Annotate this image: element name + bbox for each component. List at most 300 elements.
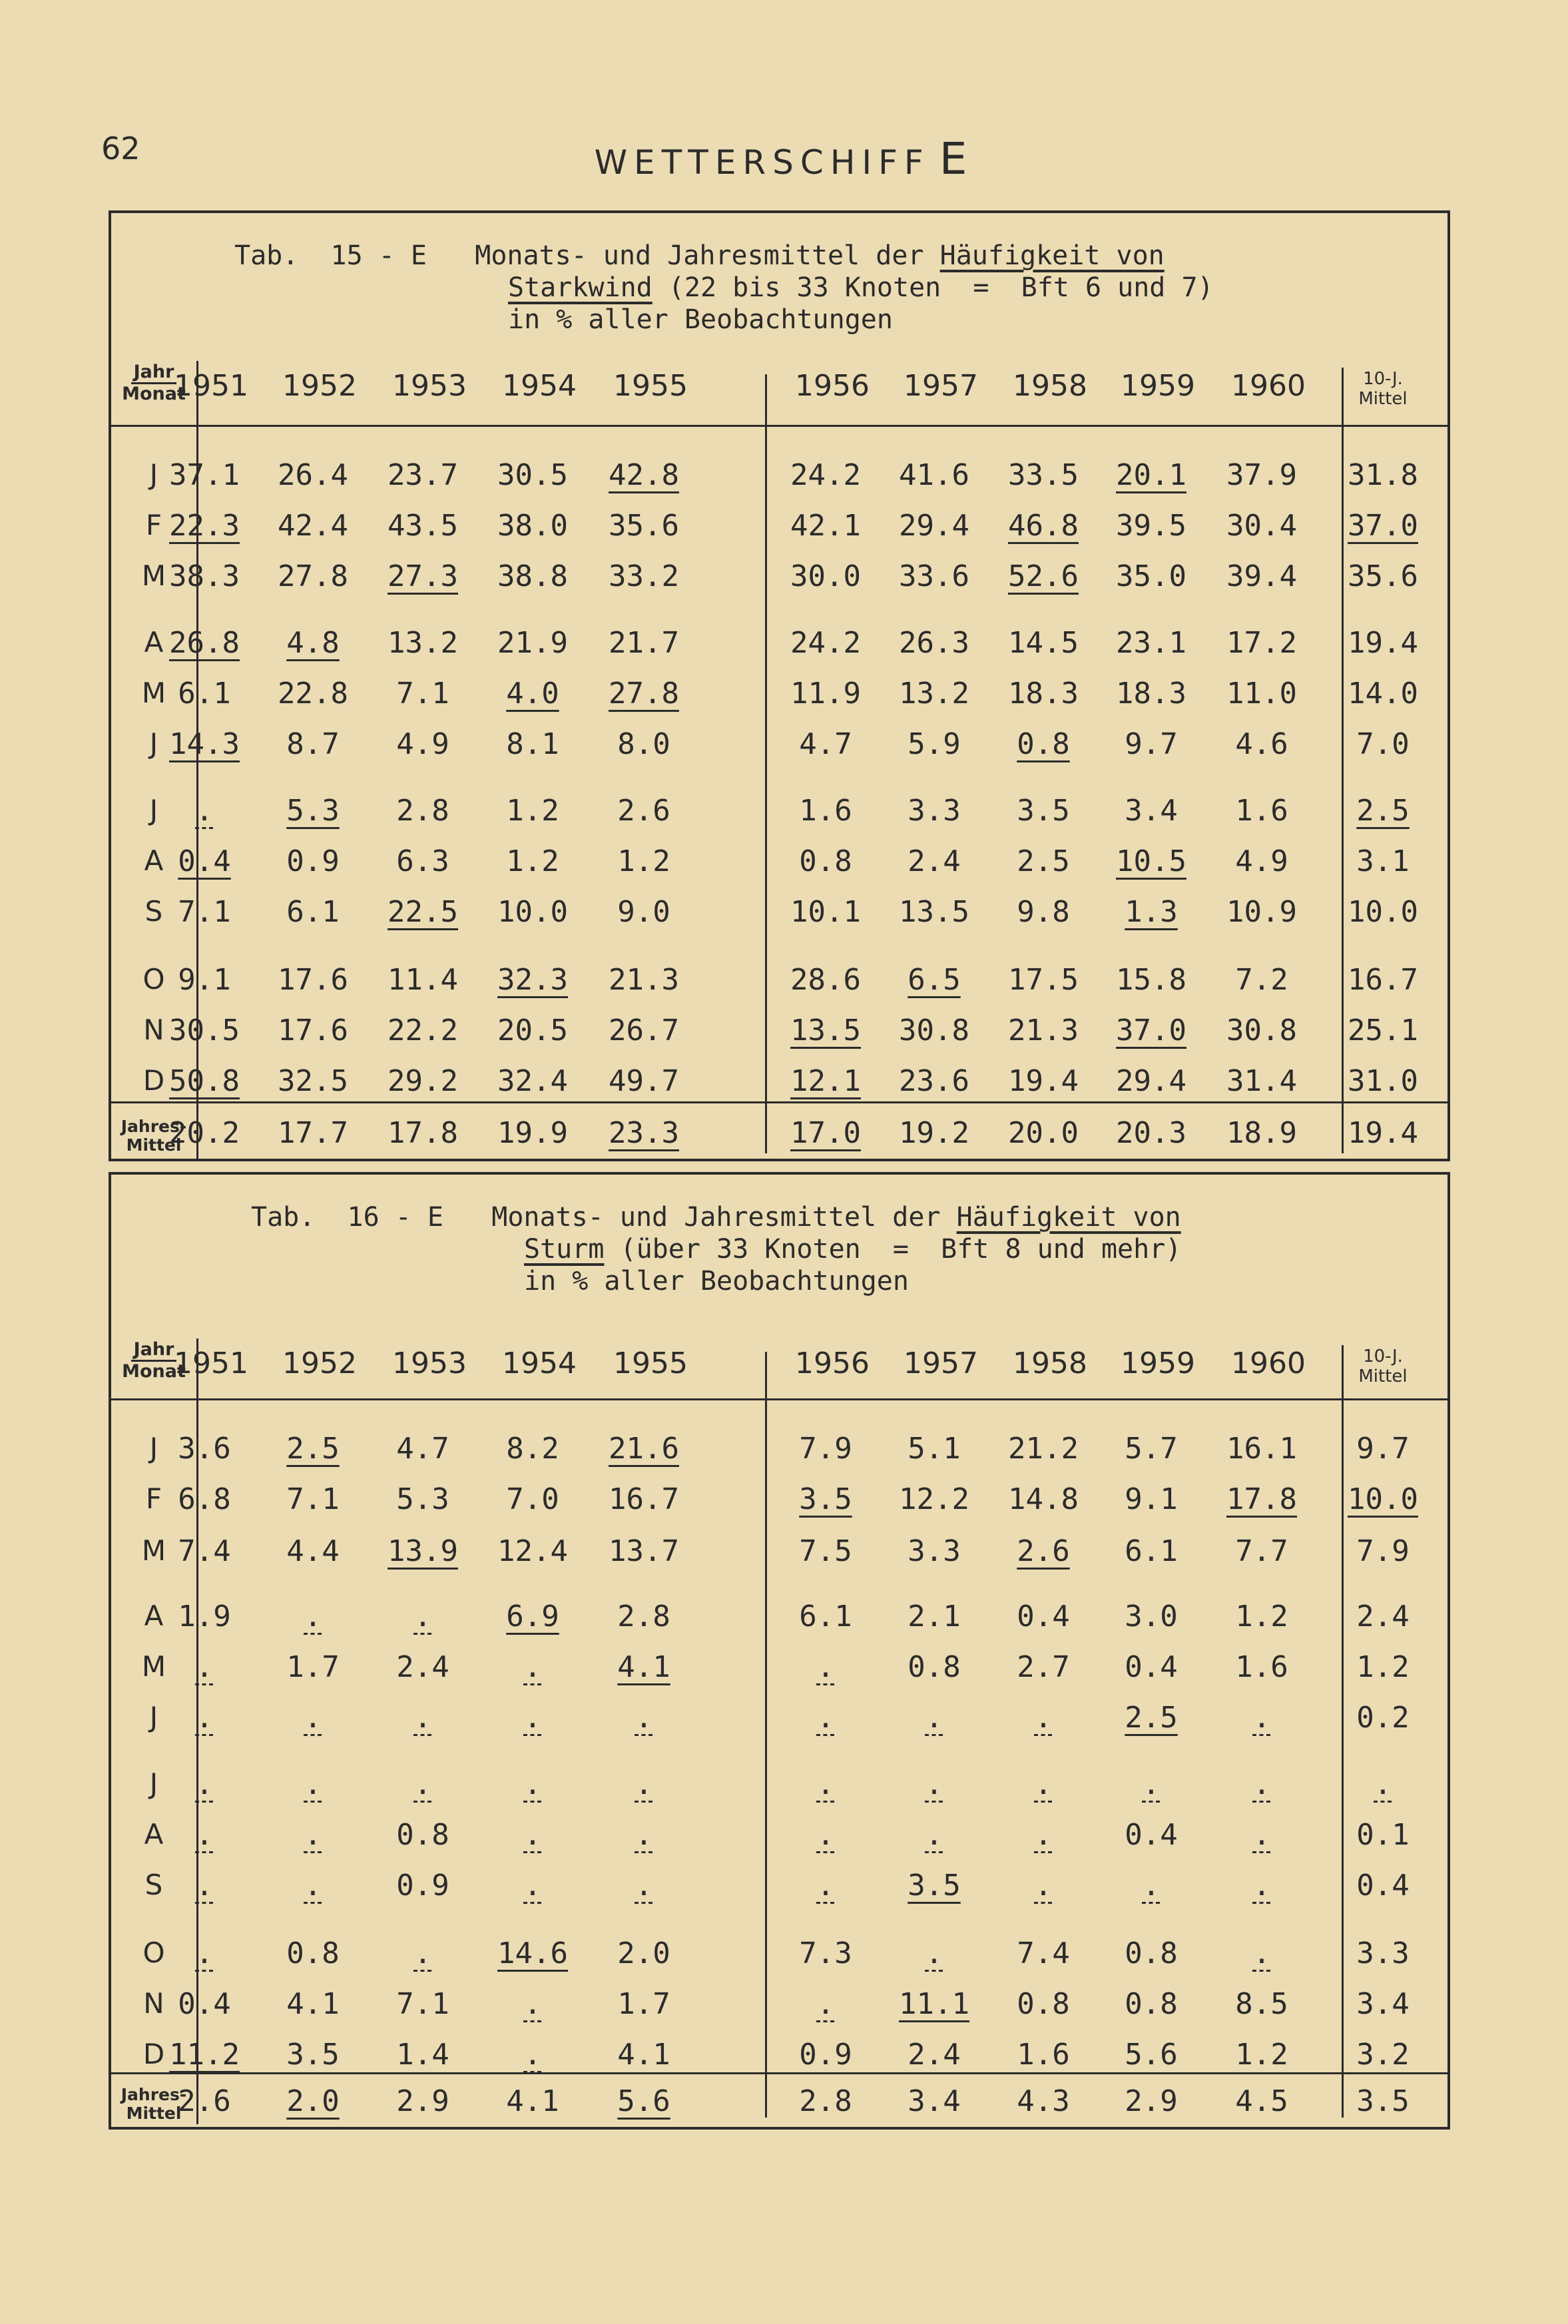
year-header: 1951	[174, 369, 248, 403]
table-cell: 1.7	[286, 1650, 340, 1684]
year-header: 1952	[282, 369, 357, 403]
annual-cell: 4.3	[1017, 2084, 1070, 2118]
corner-jahr: Jahr	[131, 1340, 177, 1362]
table-cell: 3.1	[1356, 844, 1410, 878]
table-cell: 9.1	[1125, 1482, 1178, 1516]
table-cell: 3.2	[1356, 2038, 1410, 2072]
table-cell: 6.1	[799, 1599, 852, 1633]
table-cell: 0.4	[1017, 1599, 1070, 1633]
table-cell: 13.9	[388, 1534, 458, 1568]
annual-cell: 17.0	[790, 1116, 861, 1150]
table-cell: 0.2	[1356, 1701, 1410, 1735]
table-cell: 3.0	[1125, 1599, 1178, 1633]
month-label: A	[144, 1818, 164, 1851]
table-cell: 1.9	[178, 1599, 231, 1633]
annual-rule	[111, 1101, 1447, 1103]
month-label: M	[141, 1650, 166, 1683]
table-16	[109, 1172, 1450, 2130]
month-label: M	[141, 677, 166, 709]
table-cell: .	[413, 1701, 432, 1735]
table-cell: 9.0	[617, 895, 670, 929]
month-label: N	[143, 1987, 164, 2020]
table-cell: .	[816, 1650, 835, 1684]
table-cell: 41.6	[899, 458, 969, 492]
table-cell: .	[1034, 1818, 1053, 1852]
table-cell: 7.1	[396, 677, 449, 711]
page-header	[0, 133, 1568, 184]
header-rule	[111, 425, 1447, 427]
table-cell: 4.7	[799, 727, 852, 761]
table-cell: 10.9	[1226, 895, 1297, 929]
table-cell: .	[925, 1767, 943, 1801]
table-cell: 0.8	[908, 1650, 961, 1684]
table-cell: .	[1374, 1767, 1392, 1801]
table-cell: 4.8	[286, 626, 340, 660]
table-cell: 39.4	[1226, 559, 1297, 593]
table-cell: 8.7	[286, 727, 340, 761]
table-cell: 42.8	[609, 458, 679, 492]
table-cell: 50.8	[169, 1064, 240, 1098]
year-header: 1955	[613, 369, 688, 403]
table-cell: 8.2	[506, 1432, 559, 1466]
table-cell: 8.5	[1235, 1987, 1288, 2021]
month-label: F	[145, 509, 162, 541]
table-cell: 2.0	[617, 1936, 670, 1970]
table-cell: 17.2	[1226, 626, 1297, 660]
table-cell: .	[304, 1701, 322, 1735]
table-cell: 33.5	[1008, 458, 1079, 492]
mean-header-line-2: Mittel	[1358, 389, 1408, 409]
table-cell: 7.9	[799, 1432, 852, 1466]
table-cell: 32.5	[278, 1064, 348, 1098]
year-header: 1957	[904, 1346, 978, 1380]
table-cell: .	[816, 1818, 835, 1852]
table-cell: 4.1	[617, 1650, 670, 1684]
table-cell: 26.4	[278, 458, 348, 492]
caption-line-3: in % aller Beobachtungen	[508, 304, 893, 335]
table-cell: 22.2	[388, 1014, 458, 1047]
table-cell: 10.5	[1116, 844, 1186, 878]
annual-cell: 17.7	[278, 1116, 348, 1150]
month-label: D	[142, 2038, 165, 2070]
table-cell: 2.7	[1017, 1650, 1070, 1684]
table-cell: .	[523, 1767, 542, 1801]
table-cell: .	[195, 1767, 214, 1801]
table-cell: 33.2	[609, 559, 679, 593]
table-cell: 2.8	[396, 794, 449, 828]
annual-cell: 19.4	[1348, 1116, 1418, 1150]
table-cell: 11.0	[1226, 677, 1297, 711]
table-cell: .	[635, 1701, 653, 1735]
table-cell: 30.5	[169, 1014, 240, 1047]
table-cell: 19.4	[1348, 626, 1418, 660]
table-cell: 0.1	[1356, 1818, 1410, 1852]
corner-monat: Monat	[122, 1361, 186, 1382]
table-cell: 2.6	[617, 794, 670, 828]
month-label: A	[144, 626, 164, 659]
caption-knots: (22 bis 33 Knoten = Bft 6 und 7)	[652, 272, 1214, 303]
month-label: J	[149, 794, 158, 826]
table-cell: 3.6	[178, 1432, 231, 1466]
corner-jahr: Jahr	[131, 362, 177, 384]
table-cell: 3.5	[799, 1482, 852, 1516]
table-cell: 4.0	[506, 677, 559, 711]
month-label: A	[144, 1599, 164, 1632]
caption-line-2	[524, 1233, 1181, 1265]
table-cell: 35.0	[1116, 559, 1186, 593]
table-cell: .	[195, 1818, 214, 1852]
table-cell: 3.5	[908, 1869, 961, 1902]
table-cell: 38.3	[169, 559, 240, 593]
table-cell: 7.2	[1235, 963, 1288, 997]
table-cell: 1.6	[1017, 2038, 1070, 2072]
table-cell: 29.4	[1116, 1064, 1186, 1098]
table-cell: 22.5	[388, 895, 458, 929]
caption-underlined: Häufigkeit von	[956, 1202, 1181, 1233]
table-cell: .	[1252, 1767, 1271, 1801]
annual-label-2: Mittel	[126, 1135, 182, 1155]
table-cell: 7.4	[1017, 1936, 1070, 1970]
table-cell: 4.1	[617, 2038, 670, 2072]
table-cell: 13.5	[899, 895, 969, 929]
annual-cell: 2.9	[1125, 2084, 1178, 2118]
table-cell: 49.7	[609, 1064, 679, 1098]
table-cell: 1.4	[396, 2038, 449, 2072]
month-label: S	[144, 895, 163, 928]
table-cell: 6.8	[178, 1482, 231, 1516]
table-cell: 29.4	[899, 509, 969, 543]
table-cell: 33.6	[899, 559, 969, 593]
table-cell: .	[304, 1818, 322, 1852]
annual-cell: 19.9	[497, 1116, 568, 1150]
table-cell: 12.1	[790, 1064, 861, 1098]
annual-cell: 3.5	[1356, 2084, 1410, 2118]
table-cell: 13.2	[899, 677, 969, 711]
table-cell: 6.1	[178, 677, 231, 711]
table-cell: .	[1034, 1767, 1053, 1801]
table-cell: 13.7	[609, 1534, 679, 1568]
table-cell: 14.5	[1008, 626, 1079, 660]
table-cell: 4.9	[1235, 844, 1288, 878]
table-cell: 8.0	[617, 727, 670, 761]
table-cell: 10.0	[497, 895, 568, 929]
caption-underlined: Häufigkeit von	[939, 240, 1165, 271]
table-cell: 1.7	[617, 1987, 670, 2021]
table-cell: 37.1	[169, 458, 240, 492]
table-cell: 11.4	[388, 963, 458, 997]
table-cell: .	[413, 1936, 432, 1970]
caption-line-2	[508, 272, 1214, 304]
year-header: 1955	[613, 1346, 688, 1380]
annual-cell: 17.8	[388, 1116, 458, 1150]
table-cell: 1.2	[1356, 1650, 1410, 1684]
table-cell: 7.5	[799, 1534, 852, 1568]
table-cell: 1.2	[1235, 2038, 1288, 2072]
table-cell: 18.3	[1008, 677, 1079, 711]
table-cell: 2.4	[396, 1650, 449, 1684]
table-cell: 17.6	[278, 963, 348, 997]
month-label: J	[149, 1701, 158, 1733]
table-cell: 2.5	[1125, 1701, 1178, 1735]
table-cell: 9.8	[1017, 895, 1070, 929]
table-cell: 46.8	[1008, 509, 1079, 543]
caption-title: Tab. 15 - E Monats- und Jahresmittel der	[234, 240, 940, 271]
table-cell: 32.3	[497, 963, 568, 997]
table-cell: 0.9	[799, 2038, 852, 2072]
table-cell: 35.6	[609, 509, 679, 543]
table-cell: 32.4	[497, 1064, 568, 1098]
mean-header-line-1: 10-J.	[1363, 1346, 1403, 1366]
table-cell: 8.1	[506, 727, 559, 761]
table-cell: 42.4	[278, 509, 348, 543]
table-cell: 2.5	[286, 1432, 340, 1466]
caption-line-1	[251, 1201, 1181, 1233]
table-cell: 37.0	[1348, 509, 1418, 543]
table-cell: 0.8	[1017, 727, 1070, 761]
annual-cell: 18.9	[1226, 1116, 1297, 1150]
annual-cell: 2.9	[396, 2084, 449, 2118]
table-cell: 30.0	[790, 559, 861, 593]
table-cell: 7.7	[1235, 1534, 1288, 1568]
table-cell: 1.6	[1235, 794, 1288, 828]
table-cell: 4.6	[1235, 727, 1288, 761]
table-cell: .	[925, 1818, 943, 1852]
table-cell: 3.3	[908, 1534, 961, 1568]
table-cell: 1.6	[1235, 1650, 1288, 1684]
table-cell: 4.4	[286, 1534, 340, 1568]
table-cell: 14.0	[1348, 677, 1418, 711]
table-cell: 43.5	[388, 509, 458, 543]
table-cell: 14.3	[169, 727, 240, 761]
table-cell: 5.3	[286, 794, 340, 828]
table-cell: 21.9	[497, 626, 568, 660]
year-header: 1958	[1013, 369, 1087, 403]
table-cell: 11.9	[790, 677, 861, 711]
annual-cell: 4.5	[1235, 2084, 1288, 2118]
table-cell: 7.1	[286, 1482, 340, 1516]
table-cell: 20.1	[1116, 458, 1186, 492]
table-cell: 1.6	[799, 794, 852, 828]
mean-header-line-1: 10-J.	[1363, 369, 1403, 389]
table-cell: 14.8	[1008, 1482, 1079, 1516]
table-cell: 5.3	[396, 1482, 449, 1516]
annual-cell: 20.0	[1008, 1116, 1079, 1150]
month-label: J	[149, 1767, 158, 1800]
table-cell: .	[195, 1936, 214, 1970]
table-cell: .	[523, 1987, 542, 2021]
table-cell: .	[304, 1767, 322, 1801]
year-header: 1957	[904, 369, 978, 403]
table-cell: 21.2	[1008, 1432, 1079, 1466]
header-letter: E	[939, 133, 974, 184]
table-cell: .	[1252, 1818, 1271, 1852]
annual-cell: 3.4	[908, 2084, 961, 2118]
mean-header-line-2: Mittel	[1358, 1366, 1408, 1386]
table-cell: 2.4	[1356, 1599, 1410, 1633]
ten-year-mean-header	[1333, 1346, 1433, 1386]
table-cell: .	[1034, 1869, 1053, 1902]
table-cell: 35.6	[1348, 559, 1418, 593]
table-cell: 7.0	[1356, 727, 1410, 761]
year-header: 1953	[392, 1346, 467, 1380]
table-cell: .	[1142, 1869, 1161, 1902]
table-cell: 39.5	[1116, 509, 1186, 543]
table-cell: 0.9	[396, 1869, 449, 1902]
table-cell: .	[925, 1936, 943, 1970]
table-cell: .	[635, 1818, 653, 1852]
table-cell: .	[816, 1869, 835, 1902]
table-cell: 6.9	[506, 1599, 559, 1633]
caption-knots: (über 33 Knoten = Bft 8 und mehr)	[604, 1234, 1182, 1265]
table-cell: 17.8	[1226, 1482, 1297, 1516]
table-cell: 17.6	[278, 1014, 348, 1047]
table-cell: 0.8	[799, 844, 852, 878]
table-cell: 0.4	[178, 844, 231, 878]
table-cell: .	[523, 1701, 542, 1735]
annual-cell: 2.0	[286, 2084, 340, 2118]
table-cell: 2.1	[908, 1599, 961, 1633]
table-cell: 9.1	[178, 963, 231, 997]
table-cell: .	[1142, 1767, 1161, 1801]
table-cell: 18.3	[1116, 677, 1186, 711]
table-cell: 0.8	[396, 1818, 449, 1852]
table-cell: 11.2	[169, 2038, 240, 2072]
table-cell: 7.3	[799, 1936, 852, 1970]
half-decade-divider	[765, 374, 767, 1153]
ten-year-mean-header	[1333, 369, 1433, 409]
table-cell: .	[635, 1767, 653, 1801]
table-cell: .	[413, 1599, 432, 1633]
month-label: D	[142, 1064, 165, 1097]
table-cell: 0.9	[286, 844, 340, 878]
table-cell: .	[304, 1869, 322, 1902]
annual-cell: 19.2	[899, 1116, 969, 1150]
corner-monat: Monat	[122, 384, 186, 404]
annual-cell: 20.2	[169, 1116, 240, 1150]
table-cell: 30.8	[1226, 1014, 1297, 1047]
year-header: 1952	[282, 1346, 357, 1380]
table-cell: 37.0	[1116, 1014, 1186, 1047]
year-header: 1959	[1121, 1346, 1195, 1380]
header-rule	[111, 1398, 1447, 1400]
table-cell: .	[195, 794, 214, 828]
table-cell: 27.8	[609, 677, 679, 711]
table-cell: .	[925, 1701, 943, 1735]
year-header: 1954	[502, 1346, 577, 1380]
year-header: 1953	[392, 369, 467, 403]
table-cell: 24.2	[790, 626, 861, 660]
table-cell: 21.3	[1008, 1014, 1079, 1047]
table-cell: 7.1	[178, 895, 231, 929]
month-label: A	[144, 844, 164, 877]
table-cell: 3.3	[1356, 1936, 1410, 1970]
year-header: 1956	[795, 369, 870, 403]
table-cell: .	[1252, 1936, 1271, 1970]
header-title: WETTERSCHIFF	[594, 143, 930, 182]
table-cell: 5.9	[908, 727, 961, 761]
table-cell: 1.2	[506, 794, 559, 828]
year-header: 1958	[1013, 1346, 1087, 1380]
table-cell: 42.1	[790, 509, 861, 543]
table-cell: 2.4	[908, 2038, 961, 2072]
table-cell: 24.2	[790, 458, 861, 492]
table-cell: 3.4	[1356, 1987, 1410, 2021]
table-cell: .	[413, 1767, 432, 1801]
table-cell: 23.7	[388, 458, 458, 492]
table-cell: 0.4	[1356, 1869, 1410, 1902]
table-cell: 2.5	[1356, 794, 1410, 828]
table-cell: 3.4	[1125, 794, 1178, 828]
table-cell: .	[1034, 1701, 1053, 1735]
table-cell: 3.3	[908, 794, 961, 828]
table-cell: 10.0	[1348, 1482, 1418, 1516]
table-cell: .	[523, 2038, 542, 2072]
caption-wind-class: Starkwind	[508, 272, 653, 303]
table-cell: 22.8	[278, 677, 348, 711]
annual-cell: 20.3	[1116, 1116, 1186, 1150]
table-cell: 0.4	[1125, 1650, 1178, 1684]
table-cell: .	[195, 1869, 214, 1902]
table-cell: 22.3	[169, 509, 240, 543]
year-header: 1954	[502, 369, 577, 403]
month-label: S	[144, 1869, 163, 1901]
table-cell: 16.1	[1226, 1432, 1297, 1466]
table-cell: 0.8	[286, 1936, 340, 1970]
table-cell: 4.7	[396, 1432, 449, 1466]
table-cell: .	[1252, 1869, 1271, 1902]
table-cell: 19.4	[1008, 1064, 1079, 1098]
month-label: O	[142, 1936, 165, 1969]
table-cell: 13.2	[388, 626, 458, 660]
annual-label-2: Mittel	[126, 2104, 182, 2123]
table-cell: 26.7	[609, 1014, 679, 1047]
table-cell: 7.4	[178, 1534, 231, 1568]
annual-cell: 4.1	[506, 2084, 559, 2118]
table-cell: 11.1	[899, 1987, 969, 2021]
half-decade-divider	[765, 1352, 767, 2118]
table-15	[109, 210, 1450, 1161]
month-label: N	[143, 1014, 164, 1046]
table-cell: 16.7	[609, 1482, 679, 1516]
table-cell: 0.8	[1125, 1987, 1178, 2021]
table-cell: 0.4	[1125, 1818, 1178, 1852]
table-cell: 4.1	[286, 1987, 340, 2021]
table-cell: .	[523, 1869, 542, 1902]
table-cell: 1.3	[1125, 895, 1178, 929]
table-cell: .	[816, 1701, 835, 1735]
table-cell: 27.8	[278, 559, 348, 593]
table-cell: 15.8	[1116, 963, 1186, 997]
table-cell: 30.4	[1226, 509, 1297, 543]
table-cell: 25.1	[1348, 1014, 1418, 1047]
table-cell: 6.3	[396, 844, 449, 878]
table-cell: 26.3	[899, 626, 969, 660]
table-cell: 12.4	[497, 1534, 568, 1568]
table-cell: 2.6	[1017, 1534, 1070, 1568]
year-header: 1951	[174, 1346, 248, 1380]
table-cell: 37.9	[1226, 458, 1297, 492]
table-cell: 12.2	[899, 1482, 969, 1516]
table-cell: 4.9	[396, 727, 449, 761]
annual-cell: 23.3	[609, 1116, 679, 1150]
table-cell: .	[304, 1599, 322, 1633]
table-cell: 3.5	[286, 2038, 340, 2072]
year-header: 1956	[795, 1346, 870, 1380]
year-header: 1959	[1121, 369, 1195, 403]
month-label: M	[141, 559, 166, 592]
table-cell: 5.7	[1125, 1432, 1178, 1466]
table-cell: 30.8	[899, 1014, 969, 1047]
